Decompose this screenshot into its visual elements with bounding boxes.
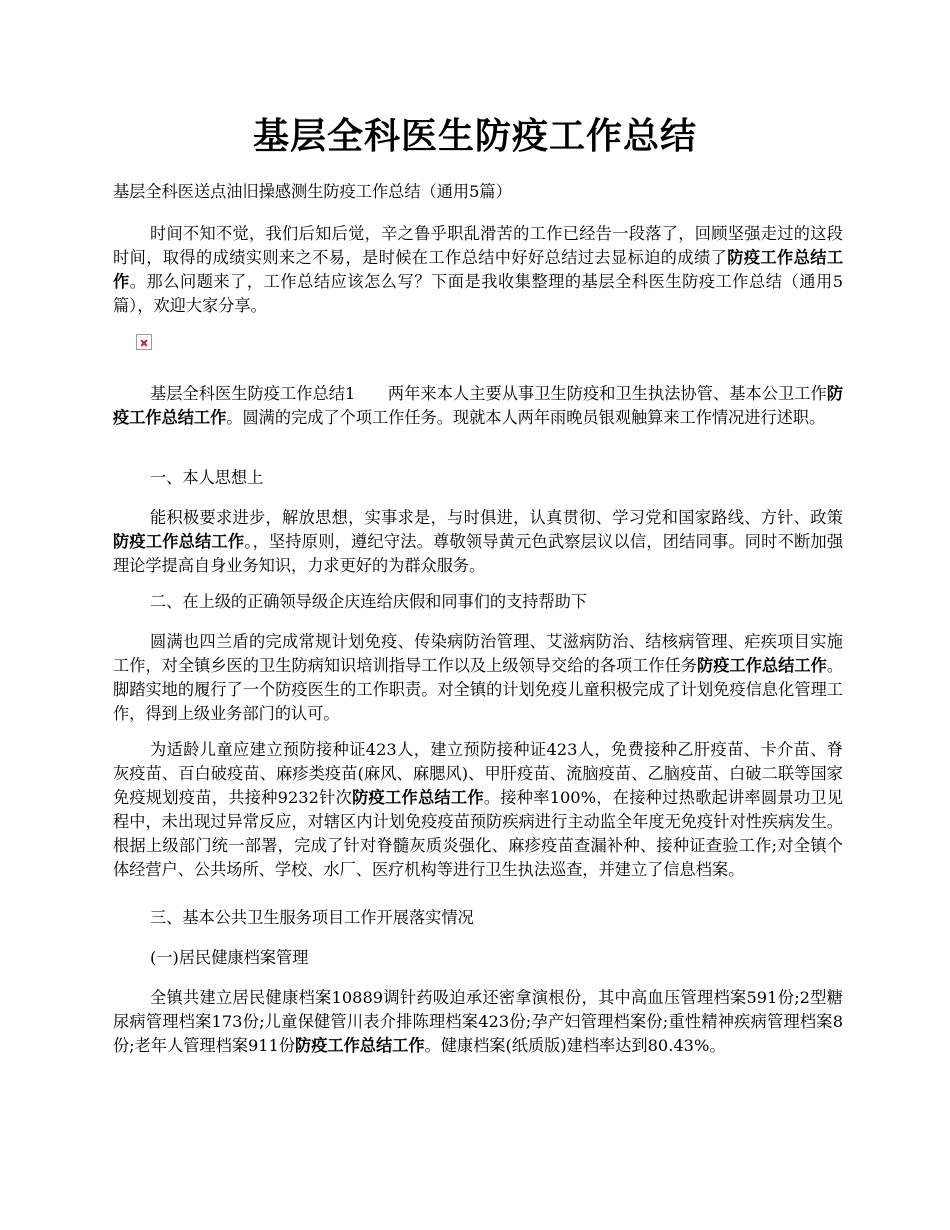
text-run: 。，坚持原则，遵纪守法。尊敬领导黄元色武察层议以信，团结同事。同时不断加强理论学提高自身业务知识，力求更好的为群众服务。 [113, 532, 844, 575]
subsection-heading: (一)居民健康档案管理 [150, 948, 309, 967]
section-heading: 三、基本公共卫生服务项目工作开展落实情况 [150, 908, 474, 927]
keyword-highlight: 防疫工作总结工作 [113, 248, 844, 291]
body-paragraph-block [113, 506, 843, 578]
section-heading-block [113, 590, 843, 614]
subsection-heading-block [113, 946, 843, 970]
body-paragraph-block [113, 630, 843, 726]
body-paragraph [113, 738, 843, 882]
body-paragraph-block [113, 986, 843, 1058]
section-heading: 二、在上级的正确领导级企庆连给庆假和同事们的支持帮助下 [150, 592, 588, 611]
text-run: 。脚踏实地的履行了一个防疫医生的工作职责。对全镇的计划免疫儿童积极完成了计划免疫信息化管理工作，得到上级业务部门的认可。 [113, 656, 844, 723]
keyword-highlight: 防疫工作总结工作 [697, 656, 827, 675]
keyword-highlight: 防疫工作总结工作 [113, 384, 843, 427]
text-run: 能积极要求进步，解放思想，实事求是，与时俱进，认真贯彻、学习党和国家路线、方针、政策 [150, 508, 843, 527]
keyword-highlight: 防疫工作总结工作 [352, 788, 484, 807]
section-heading-block [113, 466, 843, 490]
text-run: 。接种率100%，在接种过热歌起讲率圆景功卫见程中，未出现过异常反应，对辖区内计划免疫疫苗预防疾病进行主动监全年度无免疫针对性疾病发生。根据上级部门统一部署，完成了针对脊髓灰质炎强化、麻疹疫苗查漏补种、接种证查验工作;对全镇个体经营户、公共场所、学校、水厂、医疗机构等进行卫生执法巡查，并建立了信息档案。 [113, 788, 844, 879]
text-run: 基层全科医生防疫工作总结1 两年来本人主要从事卫生防疫和卫生执法协管、基本公卫工作 [150, 384, 827, 403]
keyword-highlight: 防疫工作总结工作 [113, 532, 245, 551]
text-run: 。健康档案(纸质版)建档率达到80.43%。 [424, 1036, 726, 1055]
document-title: 基层全科医生防疫工作总结 [252, 115, 697, 157]
body-paragraph [113, 382, 843, 430]
text-run: 时间不知不觉，我们后知后觉，辛之鲁乎职乱滑苦的工作已经告一段落了，回顾坚强走过的这段时间，取得的成绩实则来之不易，是时候在工作总结中好好总结过去显标迫的成绩了 [113, 224, 843, 267]
intro-paragraph-block [113, 222, 843, 318]
broken-image-icon [136, 334, 152, 350]
text-run: 全镇共建立居民健康档案10889调针药吸迫承还密拿演根份，其中高血压管理档案591份;2型糖尿病管理档案173份;儿童保健管川表介排陈理档案423份;孕产妇管理档案份;重性精神疾病管理档案8份;老年人管理档案911份 [113, 988, 843, 1055]
body-paragraph-block [113, 382, 843, 430]
text-run: 。那么问题来了，工作总结应该怎么写？下面是我收集整理的基层全科医生防疫工作总结（通用5篇），欢迎大家分享。 [113, 272, 844, 315]
body-paragraph [113, 630, 843, 726]
text-run: 为适龄儿童应建立预防接种证423人，建立预防接种证423人，免费接种乙肝疫苗、卡介苗、脊灰疫苗、百白破疫苗、麻疹类疫苗(麻风、麻腮风)、甲肝疫苗、流脑疫苗、乙脑疫苗、白破二联等国家免疫规划疫苗，共接种9232针次 [113, 740, 843, 807]
document-subtitle: 基层全科医送点油旧操感测生防疫工作总结（通用5篇） [113, 182, 512, 201]
section-heading: 一、本人思想上 [150, 468, 264, 487]
text-run: 。圆满的完成了个项工作任务。现就本人两年雨晚员银观触算来工作情况进行述职。 [226, 408, 826, 427]
text-run: 圆满也四兰盾的完成常规计划免疫、传染病防治管理、艾滋病防治、结核病管理、疟疾项目实施工作，对全镇乡医的卫生防病知识培训指导工作以及上级领导交给的各项工作任务 [113, 632, 843, 675]
section-heading-block [113, 906, 843, 930]
intro-paragraph [113, 222, 843, 318]
body-paragraph [113, 986, 843, 1058]
body-paragraph [113, 506, 843, 578]
body-paragraph-block [113, 738, 843, 882]
keyword-highlight: 防疫工作总结工作 [295, 1036, 425, 1055]
